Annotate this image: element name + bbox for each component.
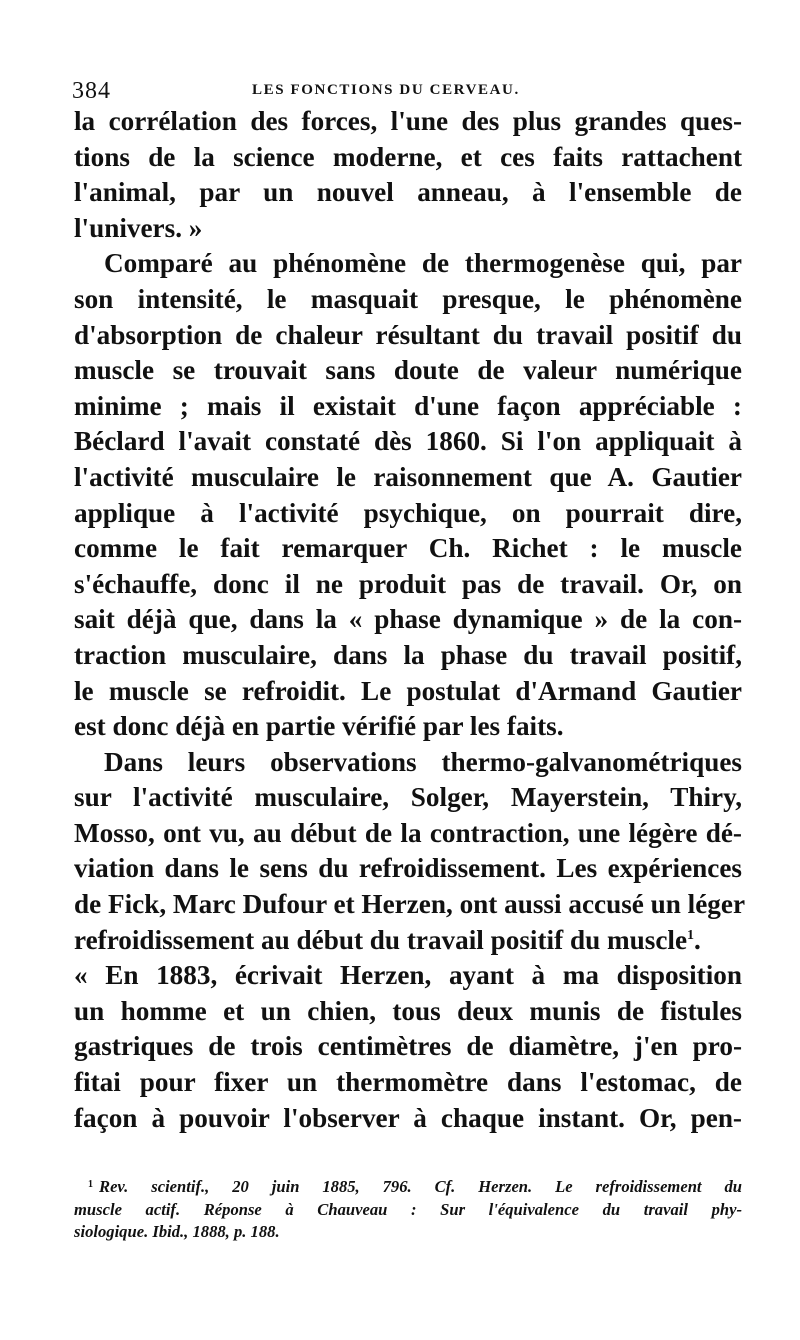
text-line: applique à l'activité psychique, on pourrait dire,: [74, 497, 742, 528]
text-line: sur l'activité musculaire, Solger, Mayerstein, Thiry,: [74, 782, 742, 813]
footnote-reference: 1: [687, 927, 695, 943]
text-line: refroidissement au début du travail positif du muscle$^1$.: [74, 924, 701, 955]
text-line: minime ; mais il existait d'une façon appréciable :: [74, 390, 742, 421]
text-line: Comparé au phénomène de thermogenèse qui, par: [104, 248, 742, 279]
running-title: LES FONCTIONS DU CERVEAU.: [252, 82, 520, 98]
page-number: 384: [72, 78, 111, 104]
footnote-line: [74, 1221, 742, 1244]
text-line: « En 1883, écrivait Herzen, ayant à ma disposition: [74, 960, 742, 991]
text-line: la corrélation des forces, l'une des plus grandes ques-: [74, 106, 742, 136]
text-line: d'absorption de chaleur résultant du travail positif du: [74, 319, 742, 350]
footnote-marker: 1: [88, 1179, 93, 1191]
footnote-text: muscle actif. Réponse à Chauveau : Sur l'équivalence du travail phy-: [74, 1199, 742, 1219]
page-header: [74, 70, 742, 104]
footnote: [74, 1174, 742, 1244]
text-line: fitai pour fixer un thermomètre dans l'estomac, de: [74, 1067, 742, 1098]
text-line: son intensité, le masquait presque, le phénomène: [74, 283, 742, 314]
text-line: s'échauffe, donc il ne produit pas de travail. Or, on: [74, 568, 742, 599]
text-line-content: refroidissement au début du travail positif du muscle: [74, 924, 688, 955]
footnote-text: siologique. Ibid., 1888, p. 188.: [74, 1222, 280, 1242]
text-line: Béclard l'avait constaté dès 1860. Si l'on appliquait à: [74, 426, 742, 457]
text-line: traction musculaire, dans la phase du travail positif,: [74, 639, 742, 670]
text-line: façon à pouvoir l'observer à chaque instant. Or, pen-: [74, 1102, 742, 1133]
footnote-line: [74, 1199, 742, 1222]
text-line: l'univers. »: [74, 212, 203, 243]
text-line: de Fick, Marc Dufour et Herzen, ont aussi accusé un léger: [74, 889, 746, 920]
page: [72, 70, 746, 1244]
text-line: l'activité musculaire le raisonnement que A. Gautier: [74, 461, 742, 492]
text-line: le muscle se refroidit. Le postulat d'Armand Gautier: [74, 675, 742, 706]
text-line: l'animal, par un nouvel anneau, à l'ensemble de: [74, 177, 742, 208]
text-line: Dans leurs observations thermo-galvanométriques: [104, 746, 742, 777]
text-line: un homme et un chien, tous deux munis de fistules: [74, 995, 742, 1026]
text-line: muscle se trouvait sans doute de valeur numérique: [74, 355, 742, 386]
text-line: comme le fait remarquer Ch. Richet : le muscle: [74, 533, 742, 564]
text-line: Mosso, ont vu, au début de la contraction, une légère dé-: [74, 817, 742, 848]
text-line: viation dans le sens du refroidissement. Les expériences: [74, 853, 742, 884]
text-line: est donc déjà en partie vérifié par les faits.: [74, 711, 564, 742]
body-text: [74, 104, 746, 1136]
text-line: tions de la science moderne, et ces faits rattachent: [74, 141, 742, 172]
footnote-line: [74, 1174, 742, 1199]
text-line: gastriques de trois centimètres de diamètre, j'en pro-: [74, 1031, 742, 1062]
footnote-text: Rev. scientif., 20 juin 1885, 796. Cf. Herzen. Le refroidissement du: [99, 1177, 742, 1197]
text-line: sait déjà que, dans la « phase dynamique » de la con-: [74, 604, 742, 635]
